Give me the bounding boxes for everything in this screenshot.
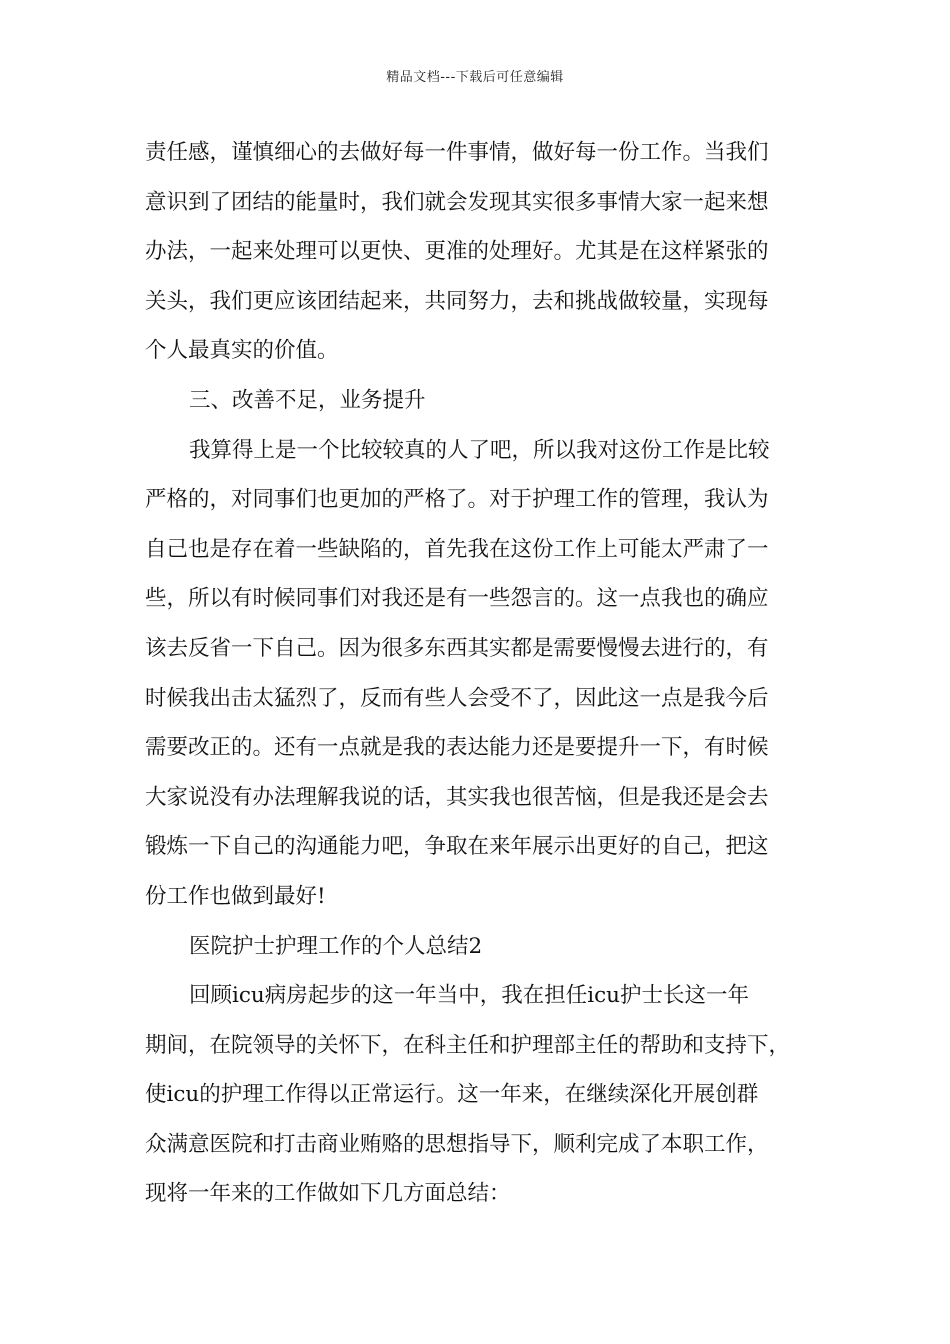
- paragraph-line: 使icu的护理工作得以正常运行。这一年来，在继续深化开展创群: [145, 1082, 759, 1108]
- paragraph-line: 回顾icu病房起步的这一年当中，我在担任icu护士长这一年: [189, 983, 750, 1009]
- paragraph-line: 该去反省一下自己。因为很多东西其实都是需要慢慢去进行的，有: [145, 635, 769, 661]
- paragraph-line: 意识到了团结的能量时，我们就会发现其实很多事情大家一起来想: [145, 189, 769, 215]
- paragraph-line: 关头，我们更应该团结起来，共同努力，去和挑战做较量，实现每: [145, 288, 769, 314]
- paragraph-line: 严格的，对同事们也更加的严格了。对于护理工作的管理，我认为: [145, 487, 769, 513]
- paragraph-line: 责任感，谨慎细心的去做好每一件事情，做好每一份工作。当我们: [145, 140, 769, 165]
- paragraph-line: 需要改正的。还有一点就是我的表达能力还是要提升一下，有时候: [145, 735, 769, 761]
- paragraph-line: 锻炼一下自己的沟通能力吧，争取在来年展示出更好的自己，把这: [145, 834, 769, 860]
- paragraph-line: 份工作也做到最好!: [145, 883, 326, 909]
- section-heading: 三、改善不足，业务提升: [189, 387, 426, 413]
- page-header: 精品文档---下载后可任意编辑: [386, 70, 564, 85]
- paragraph-line: 众满意医院和打击商业贿赂的思想指导下，顺利完成了本职工作，: [145, 1131, 769, 1157]
- paragraph-line: 个人最真实的价值。: [145, 338, 339, 364]
- paragraph-line: 些，所以有时候同事们对我还是有一些怨言的。这一点我也的确应: [145, 586, 769, 612]
- paragraph-line: 现将一年来的工作做如下几方面总结：: [145, 1181, 511, 1207]
- document-body: [145, 128, 815, 1219]
- paragraph-line: 大家说没有办法理解我说的话，其实我也很苦恼，但是我还是会去: [145, 784, 769, 810]
- paragraph-line: 办法，一起来处理可以更快、更准的处理好。尤其是在这样紧张的: [145, 239, 769, 265]
- paragraph-line: 我算得上是一个比较较真的人了吧，所以我对这份工作是比较: [189, 437, 770, 463]
- paragraph-line: 自己也是存在着一些缺陷的，首先我在这份工作上可能太严肃了一: [145, 536, 769, 562]
- paragraph-line: 期间，在院领导的关怀下，在科主任和护理部主任的帮助和支持下，: [145, 1032, 791, 1058]
- paragraph-line: 时候我出击太猛烈了，反而有些人会受不了，因此这一点是我今后: [145, 685, 769, 711]
- document-title: 医院护士护理工作的个人总结2: [189, 933, 483, 959]
